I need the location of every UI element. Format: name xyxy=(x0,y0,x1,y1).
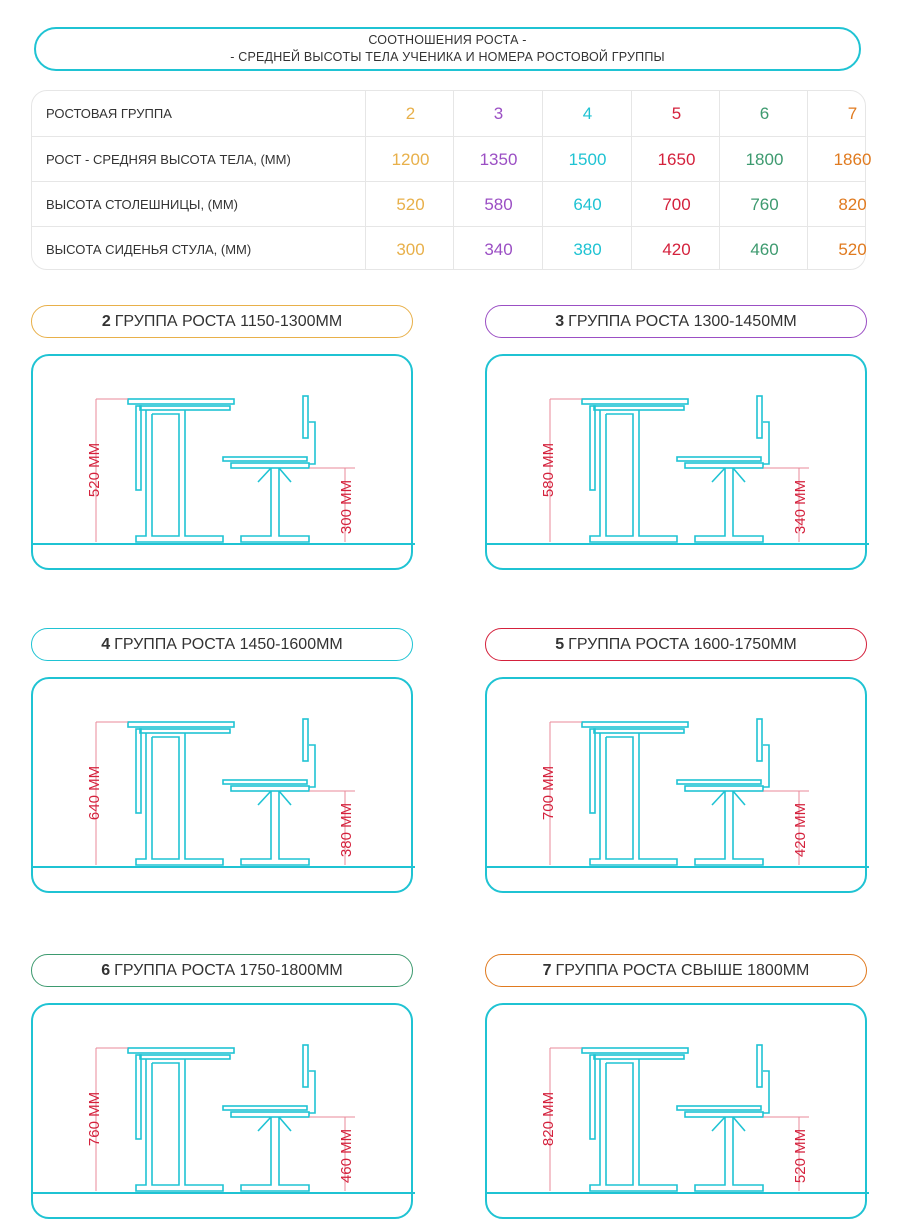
chair-brace xyxy=(258,1117,271,1131)
chair-back-support xyxy=(763,745,769,787)
table-cell: 380 xyxy=(573,240,602,259)
chair-brace xyxy=(258,468,271,482)
chair-brace xyxy=(733,1117,745,1131)
group-number: 2 xyxy=(101,312,111,330)
desk-chair-diagram xyxy=(485,354,867,570)
desk-icon xyxy=(582,722,688,865)
desk-panel xyxy=(590,406,595,490)
group-panel xyxy=(31,305,414,570)
desk-shelf xyxy=(140,1055,230,1059)
chair-icon xyxy=(677,1045,769,1191)
title-line-2: - СРЕДНЕЙ ВЫСОТЫ ТЕЛА УЧЕНИКА И НОМЕРА РОСТОВОЙ ГРУППЫ xyxy=(230,50,665,64)
desk-leg-inner xyxy=(606,414,633,536)
chair-seat xyxy=(677,780,761,784)
table-cell: 1650 xyxy=(657,150,696,169)
desk-top xyxy=(582,399,688,404)
desk-chair-diagram xyxy=(485,677,867,893)
chair-backrest xyxy=(757,1045,762,1087)
chair-height-label: 300 ММ xyxy=(338,479,355,535)
chair-seat-base xyxy=(685,463,763,468)
chair-brace xyxy=(712,468,725,482)
height-group-table xyxy=(31,90,872,270)
chair-seat-base xyxy=(685,786,763,791)
desk-chair-diagram xyxy=(485,1003,867,1219)
desk-shelf xyxy=(594,729,684,733)
chair-height-label: 380 ММ xyxy=(338,802,355,858)
desk-leg-inner xyxy=(152,414,179,536)
chair-back-support xyxy=(763,1071,769,1113)
chair-back-support xyxy=(763,422,769,464)
table-row-label: ВЫСОТА СИДЕНЬЯ СТУЛА, (ММ) xyxy=(46,242,252,257)
table-row-label: РОСТОВАЯ ГРУППА xyxy=(46,106,172,121)
group-title-text: ГРУППА РОСТА 1300-1450ММ xyxy=(568,312,797,330)
group-number: 6 xyxy=(101,961,111,979)
chair-height-label: 420 ММ xyxy=(792,802,809,858)
chair-stem xyxy=(695,468,763,542)
table-cell: 460 xyxy=(750,240,779,259)
chair-backrest xyxy=(303,1045,308,1087)
chair-brace xyxy=(733,468,745,482)
chair-stem xyxy=(241,791,309,865)
chair-height-label: 340 ММ xyxy=(792,479,809,535)
chair-brace xyxy=(258,791,271,805)
group-title xyxy=(485,305,867,338)
table-cell: 2 xyxy=(405,104,416,123)
chair-seat xyxy=(677,1106,761,1110)
chair-stem xyxy=(695,1117,763,1191)
desk-height-label: 640 ММ xyxy=(86,765,103,821)
desk-shelf xyxy=(594,406,684,410)
desk-chair-svg xyxy=(487,679,869,895)
chair-brace xyxy=(712,1117,725,1131)
chair-height-label: 460 ММ xyxy=(338,1128,355,1184)
chair-brace xyxy=(279,1117,291,1131)
table-cell: 1350 xyxy=(479,150,518,169)
page-title xyxy=(34,27,861,71)
table-cell: 640 xyxy=(573,195,602,214)
desk-chair-diagram xyxy=(31,677,413,893)
chair-back-support xyxy=(309,422,315,464)
desk-icon xyxy=(582,1048,688,1191)
title-line-1: СООТНОШЕНИЯ РОСТА - xyxy=(368,33,527,47)
table-cell: 760 xyxy=(750,195,779,214)
chair-stem xyxy=(695,791,763,865)
group-title xyxy=(31,628,413,661)
chair-seat-base xyxy=(231,1112,309,1117)
desk-chair-diagram xyxy=(31,354,413,570)
chair-icon xyxy=(223,396,315,542)
chair-seat xyxy=(677,457,761,461)
table-row xyxy=(32,91,865,136)
desk-chair-svg xyxy=(33,356,415,572)
table-cell: 6 xyxy=(759,104,770,123)
chair-back-support xyxy=(309,745,315,787)
chair-seat-base xyxy=(231,463,309,468)
table-cell: 1800 xyxy=(745,150,784,169)
group-title xyxy=(485,628,867,661)
group-panel xyxy=(485,305,868,570)
desk-panel xyxy=(136,1055,141,1139)
chair-stem xyxy=(241,468,309,542)
desk-leg-inner xyxy=(152,1063,179,1185)
desk-height-label: 820 ММ xyxy=(540,1091,557,1147)
desk-top xyxy=(128,399,234,404)
chair-icon xyxy=(677,719,769,865)
chair-brace xyxy=(279,791,291,805)
desk-chair-svg xyxy=(487,356,869,572)
desk-icon xyxy=(582,399,688,542)
table-row-label: ВЫСОТА СТОЛЕШНИЦЫ, (ММ) xyxy=(46,197,238,212)
desk-height-label: 700 ММ xyxy=(540,765,557,821)
table-row xyxy=(32,181,865,226)
group-title-text: ГРУППА РОСТА 1150-1300ММ xyxy=(114,312,343,330)
group-title-text: ГРУППА РОСТА 1750-1800ММ xyxy=(114,961,343,979)
table-cell: 580 xyxy=(484,195,513,214)
desk-height-label: 520 ММ xyxy=(86,442,103,498)
table-cell: 1500 xyxy=(568,150,607,169)
chair-backrest xyxy=(303,719,308,761)
chair-seat xyxy=(223,457,307,461)
table-cell: 520 xyxy=(396,195,425,214)
group-title xyxy=(485,954,867,987)
chair-icon xyxy=(677,396,769,542)
table-cell: 420 xyxy=(662,240,691,259)
table-cell: 700 xyxy=(662,195,691,214)
chair-seat-base xyxy=(231,786,309,791)
table-cell: 1860 xyxy=(833,150,872,169)
chair-backrest xyxy=(303,396,308,438)
group-panel xyxy=(485,628,868,893)
desk-icon xyxy=(128,722,234,865)
chair-backrest xyxy=(757,396,762,438)
desk-top xyxy=(582,722,688,727)
group-panel xyxy=(485,954,868,1219)
chair-seat-base xyxy=(685,1112,763,1117)
table-cell: 520 xyxy=(838,240,867,259)
table-row-label: РОСТ - СРЕДНЯЯ ВЫСОТА ТЕЛА, (ММ) xyxy=(46,152,291,167)
group-title xyxy=(31,954,413,987)
chair-back-support xyxy=(309,1071,315,1113)
table-cell: 820 xyxy=(838,195,867,214)
group-title-text: ГРУППА РОСТА СВЫШЕ 1800ММ xyxy=(555,961,810,979)
chair-height-label: 520 ММ xyxy=(792,1128,809,1184)
group-number: 4 xyxy=(101,635,111,653)
table-cell: 7 xyxy=(847,104,858,123)
chair-seat xyxy=(223,780,307,784)
chair-icon xyxy=(223,1045,315,1191)
chair-icon xyxy=(223,719,315,865)
chair-brace xyxy=(712,791,725,805)
table-row xyxy=(32,226,865,271)
table-cell: 300 xyxy=(396,240,425,259)
desk-top xyxy=(128,722,234,727)
group-number: 3 xyxy=(555,312,565,330)
desk-shelf xyxy=(140,729,230,733)
desk-height-label: 760 ММ xyxy=(86,1091,103,1147)
desk-shelf xyxy=(140,406,230,410)
desk-top xyxy=(128,1048,234,1053)
desk-panel xyxy=(136,406,141,490)
chair-backrest xyxy=(757,719,762,761)
desk-height-label: 580 ММ xyxy=(540,442,557,498)
chair-stem xyxy=(241,1117,309,1191)
chair-seat xyxy=(223,1106,307,1110)
table-cell: 3 xyxy=(493,104,504,123)
desk-panel xyxy=(136,729,141,813)
table-cell: 4 xyxy=(582,104,593,123)
group-number: 7 xyxy=(542,961,552,979)
group-title-text: ГРУППА РОСТА 1450-1600ММ xyxy=(114,635,343,653)
desk-top xyxy=(582,1048,688,1053)
group-panel xyxy=(31,954,414,1219)
desk-leg-inner xyxy=(606,1063,633,1185)
desk-panel xyxy=(590,1055,595,1139)
group-number: 5 xyxy=(555,635,565,653)
desk-leg-inner xyxy=(152,737,179,859)
chair-brace xyxy=(733,791,745,805)
desk-leg-inner xyxy=(606,737,633,859)
desk-chair-svg xyxy=(33,679,415,895)
table-cell: 1200 xyxy=(391,150,430,169)
group-panel xyxy=(31,628,414,893)
desk-panel xyxy=(590,729,595,813)
desk-chair-svg xyxy=(33,1005,415,1221)
group-title xyxy=(31,305,413,338)
desk-shelf xyxy=(594,1055,684,1059)
desk-chair-diagram xyxy=(31,1003,413,1219)
table-cell: 340 xyxy=(484,240,513,259)
group-title-text: ГРУППА РОСТА 1600-1750ММ xyxy=(568,635,797,653)
chair-brace xyxy=(279,468,291,482)
desk-chair-svg xyxy=(487,1005,869,1221)
table-row xyxy=(32,136,872,181)
table-cell: 5 xyxy=(671,104,682,123)
desk-icon xyxy=(128,399,234,542)
desk-icon xyxy=(128,1048,234,1191)
